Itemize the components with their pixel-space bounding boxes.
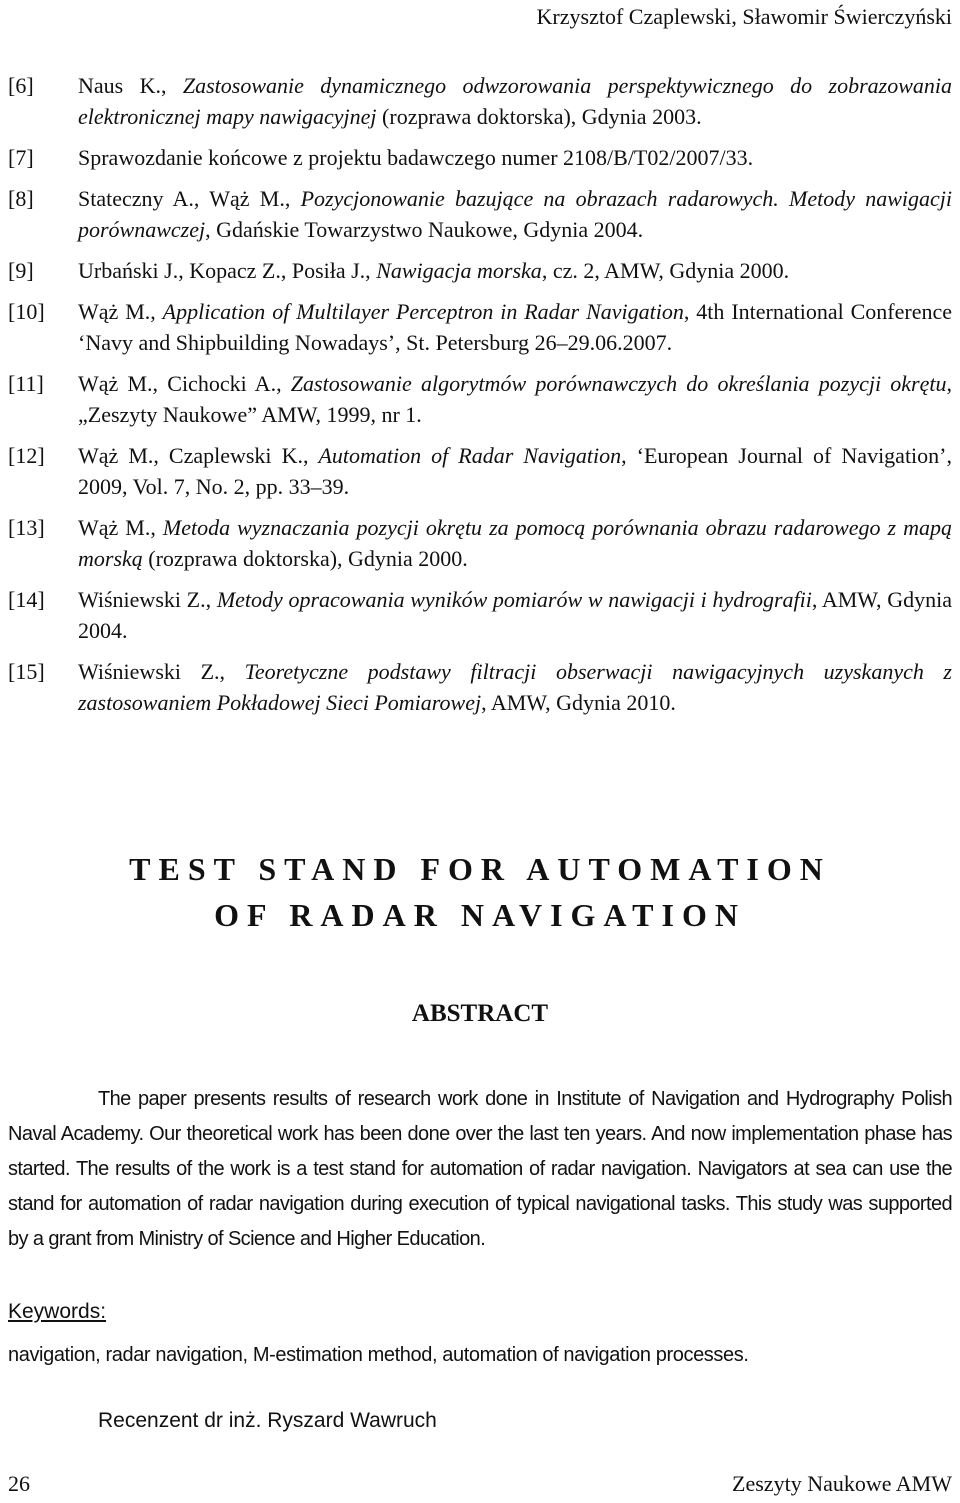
page-number: 26: [8, 1471, 30, 1496]
reference-item: [8, 368, 952, 430]
reference-item: [8, 183, 952, 245]
reference-text: [78, 368, 952, 430]
reference-segment: Wąż M., Czaplewski K.,: [78, 443, 319, 468]
reference-segment: Naus K.,: [78, 73, 183, 98]
journal-name: Zeszyty Naukowe AMW: [732, 1471, 952, 1496]
reference-segment: Sprawozdanie końcowe z projektu badawczego numer 2108/B/T02/2007/33.: [78, 145, 754, 170]
running-head: Krzysztof Czaplewski, Sławomir Świerczyński: [536, 4, 952, 29]
reference-title: Metody opracowania wyników pomiarów w nawigacji i hydrografii: [216, 587, 812, 612]
reference-segment: , 4th International Conference ‘Navy and Shipbuilding Nowadays’, St. Petersburg 26–29.06.2007.: [78, 299, 952, 355]
reference-title: Zastosowanie algorytmów porównawczych do określania pozycji okrętu: [290, 371, 947, 396]
reference-segment: (rozprawa doktorska), Gdynia 2000.: [142, 546, 468, 571]
reference-item: [8, 656, 952, 718]
reference-segment: Wąż M.,: [78, 299, 163, 324]
reference-segment: Urbański J., Kopacz Z., Posiła J.,: [78, 258, 377, 283]
reference-item: [8, 512, 952, 574]
reference-item: [8, 70, 952, 132]
reference-title: Teoretyczne podstawy filtracji obserwacji nawigacyjnych uzyskanych z zastosowaniem Pokładowej Sieci Pomiarowej: [78, 659, 952, 715]
reference-segment: (rozprawa doktorska), Gdynia 2003.: [376, 104, 702, 129]
reference-segment: , „Zeszyty Naukowe” AMW, 1999, nr 1.: [78, 371, 952, 427]
article-title: [0, 846, 960, 938]
title-line-1: TEST STAND FOR AUTOMATION: [129, 851, 831, 887]
reference-title: Metoda wyznaczania pozycji okrętu za pomocą porównania obrazu radarowego z mapą morską: [78, 515, 952, 571]
reference-number: [13]: [8, 515, 45, 540]
reference-item: [8, 584, 952, 646]
reference-text: [78, 512, 952, 574]
reference-number: [8]: [8, 186, 34, 211]
reference-segment: , Gdańskie Towarzystwo Naukowe, Gdynia 2004.: [205, 217, 644, 242]
reference-number: [9]: [8, 258, 34, 283]
reference-number: [12]: [8, 443, 45, 468]
title-line-2: OF RADAR NAVIGATION: [214, 897, 746, 933]
reference-segment: Wąż M., Cichocki A.,: [78, 371, 291, 396]
reference-number: [6]: [8, 73, 34, 98]
reference-item: [8, 296, 952, 358]
abstract-body: [8, 1082, 952, 1257]
reference-title: Application of Multilayer Perceptron in Radar Navigation: [162, 299, 684, 324]
reference-segment: , cz. 2, AMW, Gdynia 2000.: [541, 258, 790, 283]
keywords-label: Keywords:: [8, 1300, 107, 1323]
reference-number: [14]: [8, 587, 45, 612]
reference-text: [78, 440, 952, 502]
reference-text: [78, 296, 952, 358]
reference-item: [8, 255, 952, 286]
reference-title: Automation of Radar Navigation: [318, 443, 622, 468]
reference-item: [8, 440, 952, 502]
reference-number: [7]: [8, 145, 34, 170]
reference-text: [78, 142, 952, 173]
reference-segment: Wiśniewski Z.,: [78, 587, 217, 612]
reference-title: Zastosowanie dynamicznego odwzorowania perspektywicznego do zobrazowania elektronicznej mapy nawigacyjnej: [78, 73, 952, 129]
reference-title: Pozycjonowanie bazujące na obrazach radarowych. Metody nawigacji porównawczej: [78, 186, 952, 242]
reference-text: [78, 70, 952, 132]
reference-number: [15]: [8, 659, 45, 684]
reference-segment: Stateczny A., Wąż M.,: [78, 186, 301, 211]
abstract-text: The paper presents results of research work done in Institute of Navigation and Hydrography Polish Naval Academy. Our theoretical work has been done over the last ten years. And now implementation phase has started. The results of the work is a test stand for automation of radar navigation. Navigators at sea can use the stand for automation of radar navigation during execution of typical navigational tasks. This study was supported by a grant from Ministry of Science and Higher Education.: [8, 1088, 952, 1250]
keywords-value: navigation, radar navigation, M-estimation method, automation of navigation processes.: [8, 1344, 749, 1366]
reference-segment: Wiśniewski Z.,: [78, 659, 245, 684]
reference-segment: , ‘European Journal of Navigation’, 2009, Vol. 7, No. 2, pp. 33–39.: [78, 443, 952, 499]
reference-text: [78, 183, 952, 245]
references-list: [8, 70, 952, 728]
abstract-heading: ABSTRACT: [411, 1000, 549, 1027]
reference-segment: , AMW, Gdynia 2004.: [78, 587, 953, 643]
reference-text: [78, 656, 952, 718]
reference-text: [78, 255, 952, 286]
reference-number: [11]: [8, 371, 44, 396]
reference-item: [8, 142, 952, 173]
reviewer-note: Recenzent dr inż. Ryszard Wawruch: [98, 1409, 437, 1432]
reference-segment: Wąż M.,: [78, 515, 163, 540]
reference-number: [10]: [8, 299, 45, 324]
reference-title: Nawigacja morska: [376, 258, 542, 283]
reference-segment: , AMW, Gdynia 2010.: [481, 690, 676, 715]
reference-text: [78, 584, 952, 646]
